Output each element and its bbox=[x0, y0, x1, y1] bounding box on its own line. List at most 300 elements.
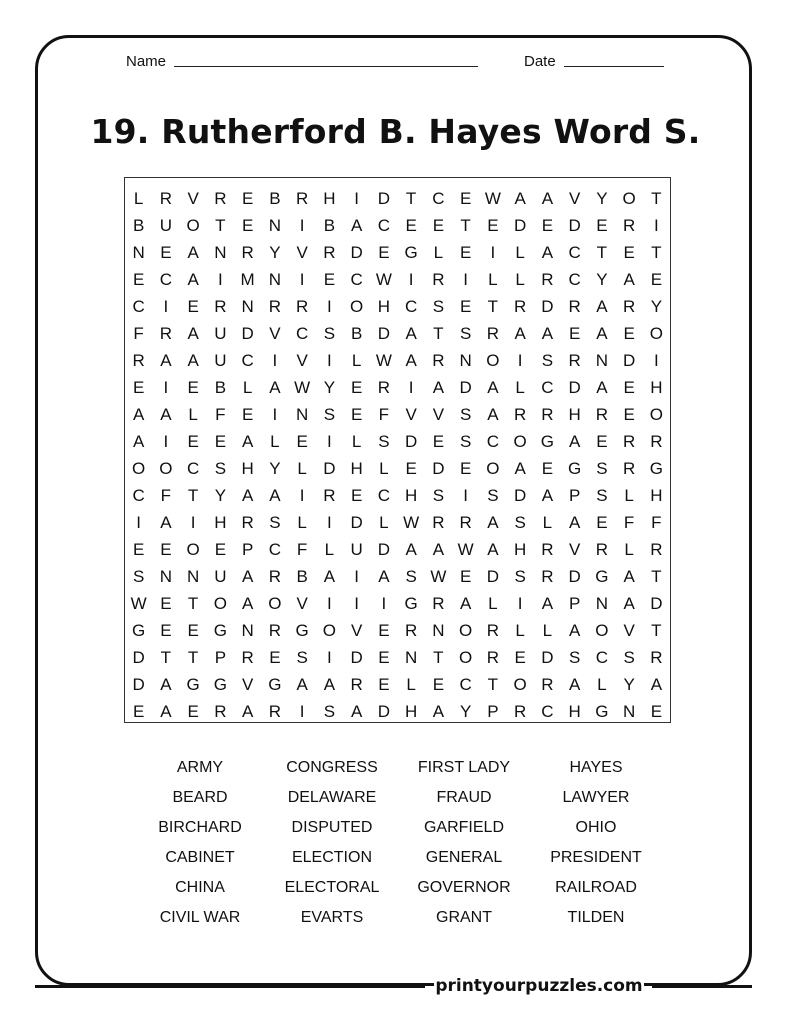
grid-letter[interactable]: A bbox=[160, 405, 172, 424]
grid-letter[interactable]: E bbox=[596, 432, 608, 451]
grid-letter[interactable]: S bbox=[323, 324, 336, 343]
grid-letter[interactable]: I bbox=[327, 594, 332, 613]
grid-letter[interactable]: R bbox=[432, 351, 445, 370]
grid-letter[interactable]: D bbox=[541, 297, 554, 316]
grid-letter[interactable]: N bbox=[241, 297, 254, 316]
grid-letter[interactable]: O bbox=[513, 675, 527, 694]
grid-letter[interactable]: C bbox=[241, 351, 254, 370]
grid-letter[interactable]: R bbox=[432, 513, 445, 532]
grid-letter[interactable]: E bbox=[432, 675, 445, 694]
grid-letter[interactable]: O bbox=[268, 594, 282, 613]
grid-letter[interactable]: E bbox=[541, 459, 554, 478]
grid-letter[interactable]: E bbox=[187, 297, 199, 316]
grid-letter[interactable]: R bbox=[486, 324, 500, 343]
grid-letter[interactable]: A bbox=[487, 513, 499, 532]
grid-letter[interactable]: E bbox=[241, 405, 254, 424]
grid-letter[interactable]: A bbox=[187, 351, 199, 370]
grid-letter[interactable]: D bbox=[541, 648, 554, 667]
grid-letter[interactable]: V bbox=[296, 594, 308, 613]
grid-letter[interactable]: T bbox=[187, 486, 199, 505]
grid-letter[interactable]: D bbox=[568, 216, 581, 235]
grid-letter[interactable]: G bbox=[404, 243, 418, 262]
grid-letter[interactable]: D bbox=[432, 459, 445, 478]
grid-letter[interactable]: E bbox=[459, 297, 472, 316]
grid-letter[interactable]: N bbox=[595, 594, 609, 613]
grid-letter[interactable]: O bbox=[649, 324, 663, 343]
grid-letter[interactable]: W bbox=[430, 567, 447, 586]
grid-letter[interactable]: R bbox=[241, 513, 254, 532]
grid-letter[interactable]: Y bbox=[269, 243, 281, 262]
grid-letter[interactable]: T bbox=[160, 648, 172, 667]
grid-letter[interactable]: Y bbox=[596, 270, 608, 289]
grid-letter[interactable]: N bbox=[432, 621, 445, 640]
grid-letter[interactable]: C bbox=[295, 324, 309, 343]
grid-letter[interactable]: G bbox=[540, 432, 554, 451]
grid-letter[interactable]: L bbox=[515, 378, 525, 397]
grid-letter[interactable]: R bbox=[268, 702, 282, 721]
grid-letter[interactable]: I bbox=[327, 432, 332, 451]
grid-letter[interactable]: L bbox=[515, 621, 525, 640]
grid-letter[interactable]: L bbox=[297, 459, 307, 478]
grid-letter[interactable]: I bbox=[163, 432, 169, 451]
grid-letter[interactable]: R bbox=[323, 486, 336, 505]
grid-letter[interactable]: A bbox=[568, 621, 581, 640]
grid-letter[interactable]: I bbox=[463, 486, 468, 505]
grid-letter[interactable]: E bbox=[514, 648, 526, 667]
grid-letter[interactable]: A bbox=[323, 567, 336, 586]
grid-letter[interactable]: C bbox=[132, 486, 145, 505]
grid-letter[interactable]: T bbox=[487, 297, 499, 316]
grid-letter[interactable]: E bbox=[378, 648, 390, 667]
grid-letter[interactable]: I bbox=[654, 351, 659, 370]
grid-letter[interactable]: A bbox=[487, 378, 499, 397]
grid-letter[interactable]: R bbox=[268, 297, 282, 316]
grid-letter[interactable]: O bbox=[459, 648, 473, 667]
grid-letter[interactable]: G bbox=[404, 594, 418, 613]
grid-letter[interactable]: T bbox=[651, 189, 662, 208]
grid-letter[interactable]: C bbox=[377, 216, 391, 235]
grid-letter[interactable]: H bbox=[404, 486, 418, 505]
grid-letter[interactable]: I bbox=[272, 405, 278, 424]
grid-letter[interactable]: O bbox=[513, 432, 527, 451]
grid-letter[interactable]: A bbox=[623, 270, 635, 289]
grid-letter[interactable]: G bbox=[213, 675, 227, 694]
grid-letter[interactable]: F bbox=[160, 486, 172, 505]
grid-letter[interactable]: A bbox=[269, 486, 281, 505]
grid-letter[interactable]: A bbox=[650, 675, 663, 694]
grid-letter[interactable]: E bbox=[241, 189, 254, 208]
grid-letter[interactable]: O bbox=[459, 621, 473, 640]
grid-letter[interactable]: U bbox=[159, 216, 173, 235]
grid-letter[interactable]: E bbox=[269, 648, 281, 667]
grid-letter[interactable]: O bbox=[622, 189, 636, 208]
grid-letter[interactable]: V bbox=[405, 405, 417, 424]
grid-letter[interactable]: O bbox=[213, 594, 227, 613]
grid-letter[interactable]: H bbox=[650, 378, 663, 397]
grid-letter[interactable]: Y bbox=[323, 378, 336, 397]
grid-letter[interactable]: A bbox=[596, 297, 608, 316]
grid-letter[interactable]: W bbox=[375, 351, 392, 370]
grid-letter[interactable]: S bbox=[487, 486, 499, 505]
grid-letter[interactable]: I bbox=[654, 216, 659, 235]
grid-letter[interactable]: H bbox=[214, 513, 227, 532]
grid-letter[interactable]: B bbox=[296, 567, 308, 586]
grid-letter[interactable]: G bbox=[295, 621, 309, 640]
grid-letter[interactable]: N bbox=[214, 243, 227, 262]
grid-letter[interactable]: E bbox=[596, 513, 608, 532]
grid-letter[interactable]: L bbox=[324, 540, 335, 559]
grid-letter[interactable]: E bbox=[350, 378, 363, 397]
grid-letter[interactable]: E bbox=[378, 243, 390, 262]
grid-letter[interactable]: C bbox=[568, 270, 581, 289]
grid-letter[interactable]: D bbox=[132, 675, 145, 694]
grid-letter[interactable]: D bbox=[513, 216, 527, 235]
grid-letter[interactable]: A bbox=[623, 567, 635, 586]
grid-letter[interactable]: A bbox=[405, 324, 417, 343]
grid-letter[interactable]: S bbox=[459, 405, 472, 424]
grid-letter[interactable]: N bbox=[404, 648, 418, 667]
grid-letter[interactable]: I bbox=[354, 189, 359, 208]
grid-letter[interactable]: M bbox=[240, 270, 255, 289]
grid-letter[interactable]: S bbox=[459, 324, 472, 343]
grid-letter[interactable]: H bbox=[513, 540, 527, 559]
grid-letter[interactable]: A bbox=[432, 378, 445, 397]
grid-letter[interactable]: R bbox=[595, 540, 609, 559]
grid-letter[interactable]: S bbox=[323, 405, 336, 424]
grid-letter[interactable]: A bbox=[296, 675, 308, 694]
grid-letter[interactable]: C bbox=[404, 297, 418, 316]
grid-letter[interactable]: C bbox=[132, 297, 145, 316]
grid-letter[interactable]: Y bbox=[623, 675, 635, 694]
grid-letter[interactable]: O bbox=[350, 297, 364, 316]
grid-letter[interactable]: R bbox=[159, 324, 173, 343]
grid-letter[interactable]: A bbox=[514, 459, 526, 478]
grid-letter[interactable]: U bbox=[214, 324, 227, 343]
grid-letter[interactable]: E bbox=[350, 486, 363, 505]
grid-letter[interactable]: G bbox=[186, 675, 200, 694]
grid-letter[interactable]: C bbox=[159, 270, 173, 289]
grid-letter[interactable]: E bbox=[405, 459, 417, 478]
grid-letter[interactable]: I bbox=[408, 270, 414, 289]
grid-letter[interactable]: S bbox=[541, 351, 554, 370]
grid-letter[interactable]: N bbox=[295, 405, 309, 424]
grid-letter[interactable]: A bbox=[568, 675, 581, 694]
grid-letter[interactable]: A bbox=[350, 216, 363, 235]
grid-letter[interactable]: L bbox=[406, 675, 416, 694]
grid-letter[interactable]: E bbox=[214, 432, 227, 451]
grid-letter[interactable]: D bbox=[513, 486, 527, 505]
grid-letter[interactable]: Y bbox=[214, 486, 227, 505]
grid-letter[interactable]: A bbox=[132, 405, 145, 424]
grid-letter[interactable]: A bbox=[514, 324, 526, 343]
grid-letter[interactable]: F bbox=[296, 540, 308, 559]
grid-letter[interactable]: A bbox=[350, 702, 363, 721]
grid-letter[interactable]: R bbox=[432, 270, 445, 289]
grid-letter[interactable]: A bbox=[623, 594, 635, 613]
grid-letter[interactable]: T bbox=[651, 621, 662, 640]
grid-letter[interactable]: N bbox=[268, 270, 282, 289]
grid-letter[interactable]: I bbox=[299, 216, 305, 235]
grid-letter[interactable]: A bbox=[241, 432, 254, 451]
grid-letter[interactable]: U bbox=[350, 540, 363, 559]
grid-letter[interactable]: T bbox=[651, 567, 662, 586]
grid-letter[interactable]: I bbox=[354, 594, 359, 613]
grid-letter[interactable]: A bbox=[160, 702, 172, 721]
grid-letter[interactable]: A bbox=[405, 540, 417, 559]
grid-letter[interactable]: A bbox=[514, 189, 526, 208]
grid-letter[interactable]: I bbox=[327, 297, 332, 316]
grid-letter[interactable]: T bbox=[460, 216, 471, 235]
name-line[interactable] bbox=[174, 65, 478, 67]
grid-letter[interactable]: V bbox=[568, 540, 581, 559]
grid-letter[interactable]: L bbox=[515, 243, 525, 262]
grid-letter[interactable]: R bbox=[432, 594, 445, 613]
grid-letter[interactable]: A bbox=[241, 486, 254, 505]
grid-letter[interactable]: L bbox=[188, 405, 198, 424]
grid-letter[interactable]: V bbox=[187, 189, 199, 208]
grid-letter[interactable]: V bbox=[241, 675, 254, 694]
grid-letter[interactable]: S bbox=[405, 567, 417, 586]
grid-letter[interactable]: D bbox=[323, 459, 336, 478]
grid-letter[interactable]: E bbox=[160, 243, 172, 262]
grid-letter[interactable]: I bbox=[299, 486, 305, 505]
grid-letter[interactable]: R bbox=[323, 243, 336, 262]
grid-letter[interactable]: N bbox=[459, 351, 472, 370]
grid-letter[interactable]: F bbox=[378, 405, 390, 424]
grid-letter[interactable]: E bbox=[187, 702, 199, 721]
grid-letter[interactable]: O bbox=[649, 405, 663, 424]
grid-letter[interactable]: A bbox=[187, 243, 199, 262]
grid-letter[interactable]: R bbox=[541, 540, 554, 559]
grid-letter[interactable]: R bbox=[214, 297, 227, 316]
grid-letter[interactable]: R bbox=[541, 567, 554, 586]
grid-letter[interactable]: L bbox=[297, 513, 307, 532]
grid-letter[interactable]: D bbox=[377, 540, 391, 559]
grid-letter[interactable]: R bbox=[622, 459, 636, 478]
grid-letter[interactable]: C bbox=[568, 243, 581, 262]
grid-letter[interactable]: D bbox=[241, 324, 254, 343]
grid-letter[interactable]: P bbox=[568, 594, 581, 613]
grid-letter[interactable]: R bbox=[268, 621, 282, 640]
grid-letter[interactable]: C bbox=[350, 270, 363, 289]
grid-letter[interactable]: D bbox=[377, 702, 391, 721]
grid-letter[interactable]: L bbox=[624, 540, 634, 559]
grid-letter[interactable]: I bbox=[408, 378, 414, 397]
grid-letter[interactable]: Y bbox=[650, 297, 663, 316]
grid-letter[interactable]: E bbox=[160, 621, 172, 640]
grid-letter[interactable]: L bbox=[542, 621, 553, 640]
grid-letter[interactable]: V bbox=[432, 405, 445, 424]
grid-letter[interactable]: D bbox=[459, 378, 472, 397]
grid-letter[interactable]: E bbox=[459, 189, 472, 208]
grid-letter[interactable]: B bbox=[132, 216, 145, 235]
grid-letter[interactable]: T bbox=[487, 675, 499, 694]
grid-letter[interactable]: L bbox=[270, 432, 280, 451]
grid-letter[interactable]: E bbox=[132, 270, 145, 289]
grid-letter[interactable]: D bbox=[622, 351, 636, 370]
grid-letter[interactable]: I bbox=[299, 270, 305, 289]
grid-letter[interactable]: B bbox=[350, 324, 363, 343]
grid-letter[interactable]: E bbox=[378, 675, 390, 694]
grid-letter[interactable]: E bbox=[459, 567, 472, 586]
grid-letter[interactable]: W bbox=[484, 189, 501, 208]
grid-letter[interactable]: T bbox=[651, 243, 662, 262]
grid-letter[interactable]: A bbox=[541, 243, 554, 262]
grid-letter[interactable]: S bbox=[568, 648, 581, 667]
grid-letter[interactable]: I bbox=[136, 513, 141, 532]
grid-letter[interactable]: L bbox=[433, 243, 444, 262]
grid-letter[interactable]: E bbox=[568, 324, 581, 343]
grid-letter[interactable]: U bbox=[214, 351, 227, 370]
grid-letter[interactable]: R bbox=[568, 351, 581, 370]
grid-letter[interactable]: H bbox=[350, 459, 363, 478]
grid-letter[interactable]: H bbox=[568, 702, 581, 721]
grid-letter[interactable]: E bbox=[650, 270, 663, 289]
grid-letter[interactable]: R bbox=[241, 243, 254, 262]
grid-letter[interactable]: G bbox=[568, 459, 582, 478]
grid-letter[interactable]: G bbox=[213, 621, 227, 640]
grid-letter[interactable]: I bbox=[517, 594, 523, 613]
grid-letter[interactable]: S bbox=[514, 513, 526, 532]
grid-letter[interactable]: V bbox=[269, 324, 281, 343]
grid-letter[interactable]: I bbox=[327, 648, 332, 667]
grid-letter[interactable]: F bbox=[215, 405, 226, 424]
grid-letter[interactable]: C bbox=[268, 540, 282, 559]
grid-letter[interactable]: L bbox=[351, 351, 362, 370]
grid-letter[interactable]: R bbox=[295, 297, 309, 316]
grid-letter[interactable]: I bbox=[381, 594, 387, 613]
grid-letter[interactable]: R bbox=[541, 405, 554, 424]
grid-letter[interactable]: I bbox=[163, 297, 169, 316]
grid-letter[interactable]: D bbox=[568, 378, 581, 397]
grid-letter[interactable]: A bbox=[160, 675, 172, 694]
grid-letter[interactable]: F bbox=[651, 513, 662, 532]
grid-letter[interactable]: R bbox=[622, 432, 636, 451]
grid-letter[interactable]: L bbox=[379, 459, 389, 478]
grid-letter[interactable]: A bbox=[187, 324, 199, 343]
grid-letter[interactable]: T bbox=[433, 648, 444, 667]
grid-letter[interactable]: A bbox=[405, 351, 417, 370]
grid-letter[interactable]: E bbox=[623, 324, 635, 343]
grid-letter[interactable]: R bbox=[159, 189, 173, 208]
grid-letter[interactable]: R bbox=[486, 621, 500, 640]
grid-letter[interactable]: R bbox=[541, 675, 554, 694]
grid-letter[interactable]: G bbox=[649, 459, 663, 478]
grid-letter[interactable]: P bbox=[214, 648, 227, 667]
grid-letter[interactable]: A bbox=[160, 513, 172, 532]
grid-letter[interactable]: C bbox=[459, 675, 472, 694]
grid-letter[interactable]: L bbox=[488, 270, 498, 289]
grid-letter[interactable]: N bbox=[186, 567, 200, 586]
grid-letter[interactable]: L bbox=[515, 270, 525, 289]
grid-letter[interactable]: A bbox=[432, 702, 445, 721]
grid-letter[interactable]: I bbox=[299, 702, 305, 721]
grid-letter[interactable]: L bbox=[597, 675, 607, 694]
grid-letter[interactable]: T bbox=[596, 243, 608, 262]
grid-letter[interactable]: D bbox=[350, 243, 363, 262]
grid-letter[interactable]: Y bbox=[269, 459, 281, 478]
grid-letter[interactable]: A bbox=[596, 324, 608, 343]
grid-letter[interactable]: H bbox=[241, 459, 254, 478]
grid-letter[interactable]: I bbox=[163, 378, 169, 397]
grid-letter[interactable]: V bbox=[623, 621, 635, 640]
grid-letter[interactable]: R bbox=[241, 648, 254, 667]
grid-letter[interactable]: N bbox=[132, 243, 145, 262]
grid-letter[interactable]: E bbox=[323, 270, 336, 289]
grid-letter[interactable]: A bbox=[487, 405, 499, 424]
grid-letter[interactable]: A bbox=[323, 675, 336, 694]
grid-letter[interactable]: R bbox=[513, 702, 527, 721]
grid-letter[interactable]: H bbox=[377, 297, 391, 316]
grid-letter[interactable]: A bbox=[541, 594, 554, 613]
grid-letter[interactable]: D bbox=[377, 189, 391, 208]
grid-letter[interactable]: V bbox=[296, 351, 308, 370]
grid-letter[interactable]: T bbox=[187, 648, 199, 667]
grid-letter[interactable]: N bbox=[268, 216, 282, 235]
grid-letter[interactable]: E bbox=[296, 432, 308, 451]
grid-letter[interactable]: E bbox=[350, 405, 363, 424]
grid-letter[interactable]: E bbox=[132, 378, 145, 397]
grid-letter[interactable]: L bbox=[242, 378, 253, 397]
grid-letter[interactable]: D bbox=[568, 567, 581, 586]
grid-letter[interactable]: S bbox=[214, 459, 227, 478]
grid-letter[interactable]: N bbox=[159, 567, 173, 586]
grid-letter[interactable]: E bbox=[160, 540, 172, 559]
grid-letter[interactable]: L bbox=[624, 486, 634, 505]
grid-letter[interactable]: O bbox=[322, 621, 336, 640]
grid-letter[interactable]: L bbox=[542, 513, 553, 532]
grid-letter[interactable]: S bbox=[378, 432, 390, 451]
grid-letter[interactable]: O bbox=[186, 540, 200, 559]
grid-letter[interactable]: W bbox=[375, 270, 392, 289]
grid-letter[interactable]: A bbox=[269, 378, 281, 397]
grid-letter[interactable]: E bbox=[487, 216, 499, 235]
grid-letter[interactable]: E bbox=[432, 216, 445, 235]
grid-letter[interactable]: L bbox=[133, 189, 144, 208]
grid-letter[interactable]: S bbox=[296, 648, 308, 667]
grid-letter[interactable]: O bbox=[186, 216, 200, 235]
grid-letter[interactable]: G bbox=[268, 675, 282, 694]
grid-letter[interactable]: R bbox=[513, 297, 527, 316]
grid-letter[interactable]: H bbox=[650, 486, 663, 505]
grid-letter[interactable]: T bbox=[187, 594, 199, 613]
grid-letter[interactable]: H bbox=[323, 189, 336, 208]
grid-letter[interactable]: E bbox=[459, 459, 472, 478]
grid-letter[interactable]: D bbox=[377, 324, 391, 343]
grid-letter[interactable]: S bbox=[596, 459, 608, 478]
grid-letter[interactable]: E bbox=[596, 216, 608, 235]
grid-letter[interactable]: C bbox=[541, 702, 554, 721]
grid-letter[interactable]: D bbox=[486, 567, 500, 586]
grid-letter[interactable]: C bbox=[595, 648, 609, 667]
grid-letter[interactable]: I bbox=[190, 513, 196, 532]
grid-letter[interactable]: N bbox=[622, 702, 636, 721]
grid-letter[interactable]: S bbox=[623, 648, 635, 667]
grid-letter[interactable]: A bbox=[160, 351, 172, 370]
grid-letter[interactable]: A bbox=[241, 594, 254, 613]
grid-letter[interactable]: V bbox=[350, 621, 363, 640]
grid-letter[interactable]: R bbox=[132, 351, 145, 370]
grid-letter[interactable]: C bbox=[486, 432, 500, 451]
grid-letter[interactable]: S bbox=[323, 702, 336, 721]
grid-letter[interactable]: S bbox=[269, 513, 281, 532]
grid-letter[interactable]: P bbox=[487, 702, 499, 721]
grid-letter[interactable]: B bbox=[323, 216, 336, 235]
grid-letter[interactable]: R bbox=[622, 216, 636, 235]
grid-letter[interactable]: B bbox=[269, 189, 281, 208]
grid-letter[interactable]: A bbox=[132, 432, 145, 451]
grid-letter[interactable]: E bbox=[650, 702, 663, 721]
